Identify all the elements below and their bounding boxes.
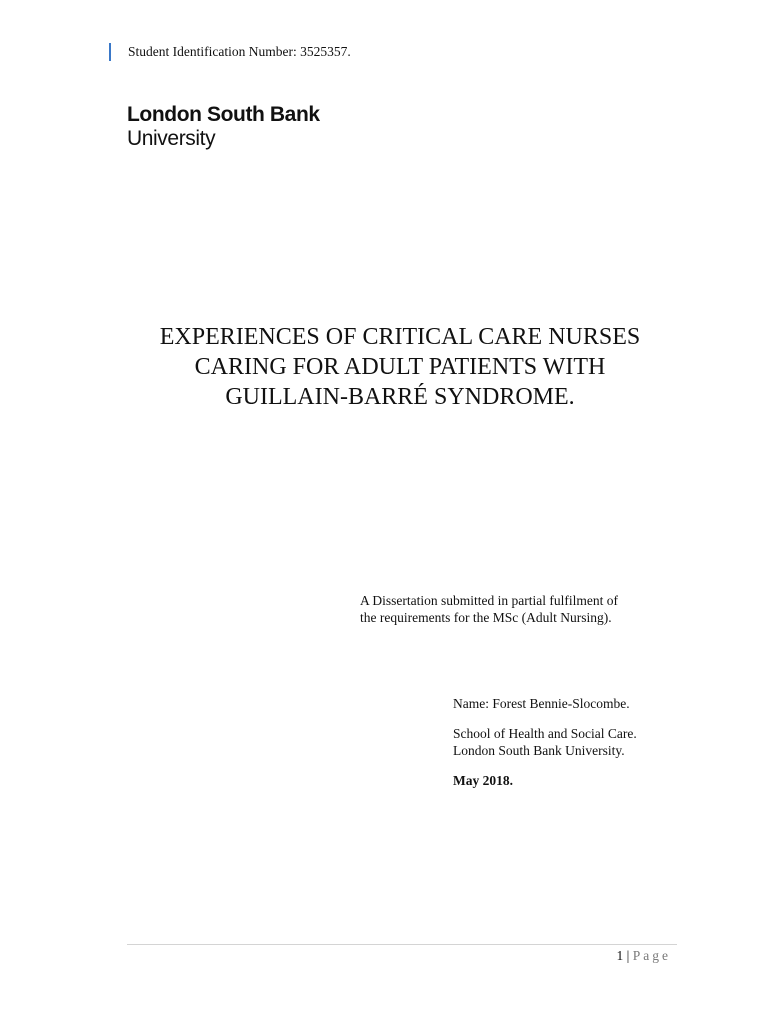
logo-line-1: London South Bank: [127, 103, 320, 126]
page-footer: [617, 948, 671, 964]
student-id-header: Student Identification Number: 3525357.: [128, 44, 351, 59]
submission-statement: [360, 592, 700, 626]
page-separator: |: [623, 948, 633, 963]
university-logo: [127, 103, 332, 151]
header-accent-bar: [109, 43, 111, 61]
submission-date: May 2018.: [453, 773, 513, 788]
university-name: London South Bank University.: [453, 743, 625, 758]
title-line-1: EXPERIENCES OF CRITICAL CARE NURSES: [159, 324, 641, 350]
title-line-2: CARING FOR ADULT PATIENTS WITH: [194, 354, 606, 380]
submission-line-2: the requirements for the MSc (Adult Nursing).: [360, 610, 612, 625]
submission-line-1: A Dissertation submitted in partial fulfilment of: [360, 593, 618, 608]
author-name: Name: Forest Bennie-Slocombe.: [453, 696, 630, 711]
school-name: School of Health and Social Care.: [453, 726, 637, 741]
logo-line-2: University: [127, 127, 216, 150]
footer-divider: [127, 944, 677, 945]
title-line-3: GUILLAIN-BARRÉ SYNDROME.: [225, 384, 575, 410]
page-number: 1: [616, 948, 624, 963]
page-label: Page: [632, 948, 671, 963]
author-details: [453, 695, 733, 789]
dissertation-title: [110, 322, 690, 412]
